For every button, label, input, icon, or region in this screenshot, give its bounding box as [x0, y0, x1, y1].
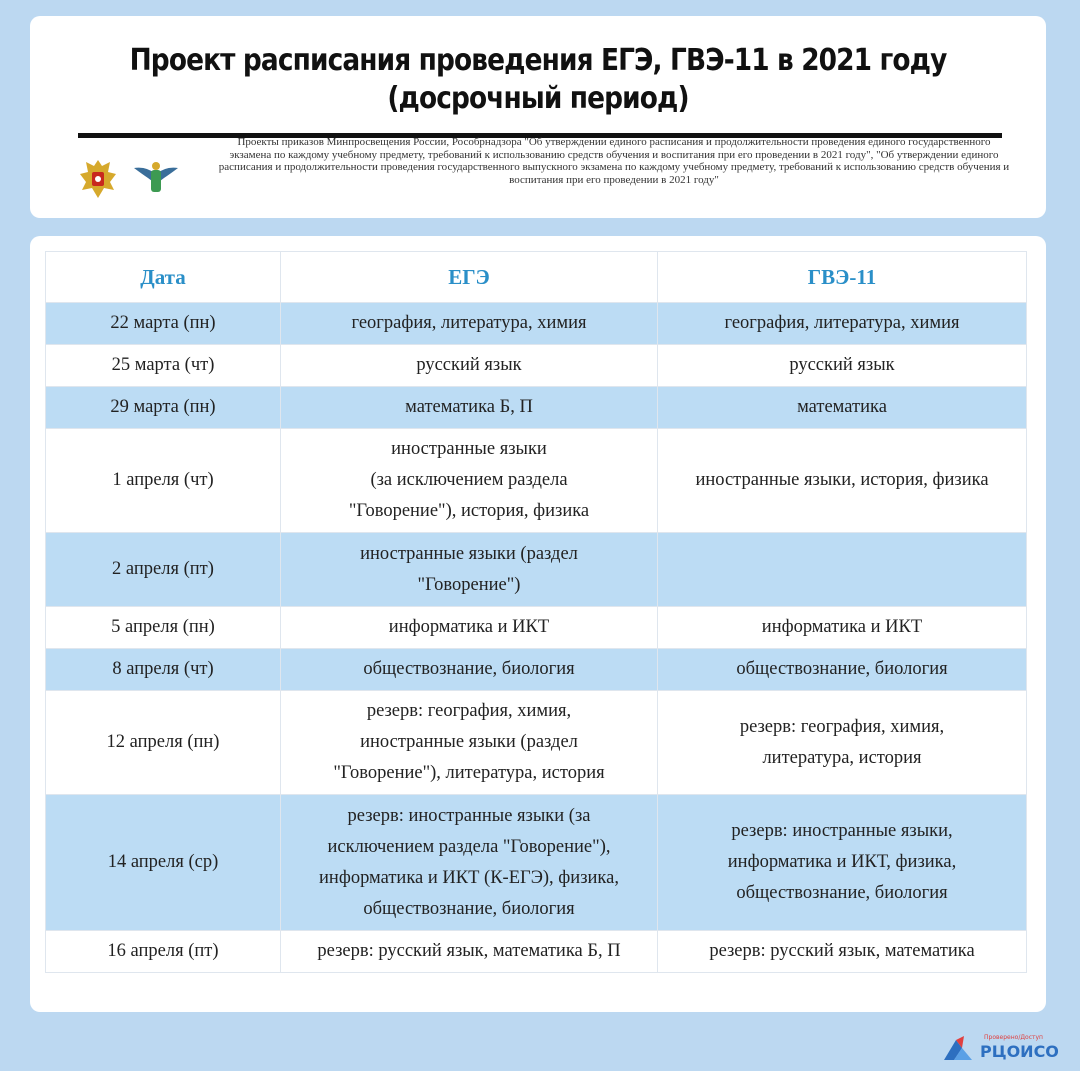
logo-text: РЦОИСО: [980, 1042, 1059, 1061]
cell-date: 2 апреля (пт): [46, 533, 281, 607]
cell-ege-line: резерв: география, химия,: [366, 701, 572, 721]
table-header-row: [46, 252, 1027, 303]
page-title: [91, 42, 985, 118]
cell-gve: [658, 795, 1027, 931]
cell-gve: [658, 387, 1027, 429]
table-row: [46, 387, 1027, 429]
cell-ege-line: (за исключением раздела: [370, 470, 568, 490]
table-row: [46, 607, 1027, 649]
cell-gve: [658, 649, 1027, 691]
rosobrnadzor-emblem-icon: [130, 152, 182, 204]
cell-gve-line: русский язык: [789, 355, 895, 375]
cell-ege-line: информатика и ИКТ: [388, 617, 550, 637]
russian-coat-of-arms-icon: [72, 152, 124, 204]
schedule-card: [30, 236, 1046, 1012]
cell-gve: [658, 931, 1027, 973]
cell-date: 29 марта (пн): [46, 387, 281, 429]
table-row: [46, 691, 1027, 795]
cell-ege: [281, 931, 658, 973]
cell-ege-line: иностранные языки: [391, 439, 547, 459]
column-header-date: Дата: [46, 252, 281, 303]
cell-ege-line: обществознание, биология: [363, 659, 575, 679]
cell-gve: [658, 303, 1027, 345]
cell-ege-line: резерв: иностранные языки (за: [347, 805, 591, 826]
cell-ege-line: обществознание, биология: [363, 898, 575, 919]
column-header-gve: ГВЭ-11: [658, 252, 1027, 303]
cell-ege: [281, 607, 658, 649]
cell-ege-line: резерв: русский язык, математика Б, П: [317, 941, 621, 961]
title-line-1: Проект расписания проведения ЕГЭ, ГВЭ-11 в 2021 году: [129, 43, 947, 78]
cell-ege-line: иностранные языки (раздел: [360, 543, 578, 564]
table-row: [46, 303, 1027, 345]
cell-gve-line: обществознание, биология: [736, 659, 948, 679]
cell-gve-line: информатика и ИКТ, физика,: [727, 852, 957, 872]
cell-gve-line: география, литература, химия: [724, 313, 960, 333]
cell-gve: [658, 691, 1027, 795]
header-card: [30, 16, 1046, 218]
cell-gve-line: иностранные языки, история, физика: [695, 470, 989, 490]
schedule-table: [45, 251, 1027, 973]
cell-ege: [281, 303, 658, 345]
cell-gve-line: информатика и ИКТ: [761, 617, 923, 637]
column-header-ege: ЕГЭ: [281, 252, 658, 303]
cell-ege-line: русский язык: [416, 355, 522, 375]
cell-ege-line: математика Б, П: [405, 397, 533, 417]
cell-date: 25 марта (чт): [46, 345, 281, 387]
cell-gve: [658, 345, 1027, 387]
logo-subtext: Проверено/Доступ: [984, 1034, 1043, 1041]
cell-ege: [281, 649, 658, 691]
cell-date: 5 апреля (пн): [46, 607, 281, 649]
cell-ege: [281, 387, 658, 429]
cell-date: 16 апреля (пт): [46, 931, 281, 973]
cell-ege: [281, 795, 658, 931]
source-citation: Проекты приказов Минпросвещения России, Рособрнадзора "Об утверждении единого расписания и продолжительности проведения единого государственного экзамена по каждому учебному предмету, требований к использованию средств обучения и воспитания при его проведении в 2021 году", "Об утверждении единого расписания и продолжительности проведения государственного выпускного экзамена по каждому учебному предмету, требований к использованию средств обучения и воспитания при его проведении в 2021 году": [218, 136, 1010, 186]
cell-gve: [658, 533, 1027, 607]
table-row: [46, 931, 1027, 973]
cell-gve-line: резерв: география, химия,: [739, 716, 945, 737]
cell-ege: [281, 533, 658, 607]
cell-ege: [281, 691, 658, 795]
cell-gve-line: литература, история: [762, 747, 922, 768]
cell-ege-line: исключением раздела "Говорение"),: [327, 836, 611, 857]
title-line-2: (досрочный период): [387, 81, 689, 116]
cell-ege: [281, 429, 658, 533]
cell-ege-line: иностранные языки (раздел: [360, 732, 578, 752]
rcoiso-logo-icon: [940, 1034, 978, 1066]
table-row: [46, 429, 1027, 533]
cell-gve-line: резерв: русский язык, математика: [709, 941, 975, 961]
table-row: [46, 795, 1027, 931]
table-row: [46, 649, 1027, 691]
cell-date: 12 апреля (пн): [46, 691, 281, 795]
cell-date: 14 апреля (ср): [46, 795, 281, 931]
cell-gve-line: математика: [797, 397, 887, 417]
cell-gve: [658, 607, 1027, 649]
cell-ege: [281, 345, 658, 387]
cell-ege-line: "Говорение"), история, физика: [348, 501, 590, 521]
table-row: [46, 345, 1027, 387]
cell-gve-line: обществознание, биология: [736, 883, 948, 903]
cell-gve-line: резерв: иностранные языки,: [731, 821, 953, 841]
cell-ege-line: "Говорение"), литература, история: [333, 763, 605, 783]
cell-ege-line: информатика и ИКТ (К-ЕГЭ), физика,: [319, 867, 619, 888]
cell-ege-line: "Говорение"): [417, 574, 521, 595]
cell-date: 8 апреля (чт): [46, 649, 281, 691]
cell-ege-line: география, литература, химия: [351, 313, 587, 333]
table-row: [46, 533, 1027, 607]
cell-date: 1 апреля (чт): [46, 429, 281, 533]
cell-gve: [658, 429, 1027, 533]
rcoiso-logo: [940, 1034, 1070, 1066]
cell-date: 22 марта (пн): [46, 303, 281, 345]
